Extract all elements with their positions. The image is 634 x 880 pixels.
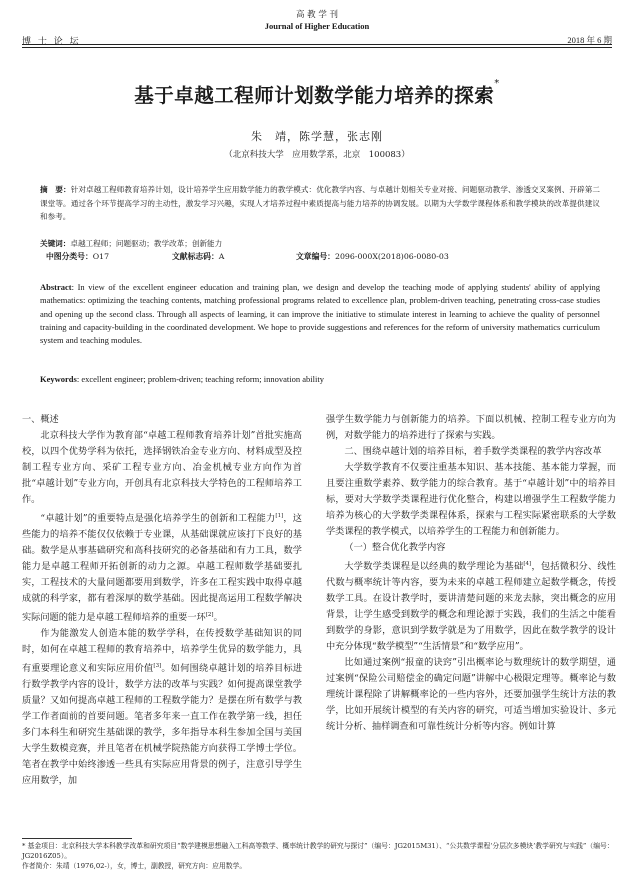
section-label: 博 士 论 坛	[22, 37, 81, 47]
journal-name-cn: 高 教 学 刊	[295, 10, 339, 20]
paragraph	[326, 556, 616, 655]
abstract-cn-text: 针对卓越工程师教育培养计划，设计培养学生应用数学能力的教学模式：优化教学内容、与卓越计划相关专业对接、问题驱动教学、渗透交叉案例、开辟第二课堂等。通过各个环节提高学习的主动性，激发学习兴趣，实现人才培养过程中素质提高与能力培养的协调发展。以期为大学数学课程体系和教学模块的改革提供建议和参考。	[40, 185, 601, 221]
subsection-heading-1: （一）整合优化教学内容	[344, 542, 446, 553]
paper-title-text: 基于卓越工程师计划数学能力培养的探索	[134, 84, 495, 107]
paragraph-text: 大学数学类课程是以经典的数学理论为基础	[344, 561, 524, 573]
doc-label: 文献标志码：	[172, 252, 219, 261]
paragraph-text: ，这些能力的培养不能仅仅依赖于专业课，从基础课就应该打下良好的基础。数学是从事基础研究和高科技研究的必备基础和有力工具，数学能力是卓越工程师开拓创新的动力之源。卓越工程师数学基础要扎实，工程技术的大量问题都要用到数学，许多在工程实践中取得卓越成就的科学家，都有着深厚的数学基础。因此提高运用工程数学解决实际问题的能力是卓越工程师培养的重要一环	[22, 513, 302, 624]
keywords-en-label: Keywords	[40, 374, 77, 384]
abstract-en-label: Abstract	[40, 282, 72, 292]
paragraph: 北京科技大学作为教育部“卓越工程师教育培养计划”首批实施高校，以四个优势学科为依托，选择钢铁冶金专业方向、材料成型及控制工程专业方向、采矿工程专业方向、冶金机械专业方向作为首批“卓越计划”专业方向，开创具有北京科技大学特色的工程师培养工作。	[22, 430, 302, 505]
journal-name-en: Journal of Higher Education	[264, 21, 370, 31]
paragraph-text: 。如何围绕卓越计划的培养目标进行数学教学内容的设计，数学方法的改革与实践？如何提高课堂教学质量？又如何提高卓越工程师的工程数学能力？是摆在所有数学与教学工作者面前的首要问题。笔者多年来一直工作在教学第一线，担任多门本科生和研究生基础课的教学，多年指导本科生参加全国与美国大学生数模竞赛，并且笔者在机械学院热能方向获得工学博士学位。笔者在教学中始终渗透一些具有实际应用背景的例子，注意引导学生应用数学，加	[22, 663, 303, 787]
journal-masthead	[22, 10, 612, 32]
author-list: 朱 靖，陈学慧，张志刚	[251, 130, 383, 143]
running-header	[22, 10, 612, 46]
abstract-cn-label: 摘 要：	[40, 185, 71, 194]
abstract-en	[40, 281, 600, 347]
document-code	[172, 251, 224, 262]
article-label: 文章编号：	[296, 252, 335, 261]
paragraph	[22, 626, 302, 789]
keywords-cn-label: 关键词：	[40, 239, 71, 248]
clc-label: 中图分类号：	[46, 252, 93, 261]
author-bio: 作者简介：朱靖（1976,02-），女，博士，副教授，研究方向：应用数学。	[22, 862, 247, 870]
affiliation: （北京科技大学 应用数学系，北京 100083）	[224, 150, 410, 160]
paragraph	[22, 508, 302, 626]
clc-number	[46, 251, 109, 262]
clc-value: O17	[92, 252, 110, 261]
body-column-right	[326, 412, 616, 735]
doc-value: A	[218, 252, 225, 261]
paragraph: 比如通过案例“报童的诀窍”引出概率论与数理统计的数学期望，通过案例“保险公司赔偿金的确定问题”讲解中心极限定理等。概率论与数理统计课程除了讲解概率论的一些内容外，还要加强学生统计方法的教学，比如开展统计模型的有关内容的研究，可适当增加实验设计、多元统计分析、抽样调查和可靠性统计分析等内容。例如计算	[326, 657, 616, 733]
citation: [4]	[523, 561, 532, 567]
paragraph-text: 。	[213, 612, 223, 624]
keywords-en	[40, 374, 600, 384]
title-footnote-mark: *	[494, 78, 500, 89]
keywords-cn	[40, 237, 600, 250]
keywords-en-text: : excellent engineer; problem-driven; teaching reform; innovation ability	[76, 374, 324, 384]
paper-title	[0, 80, 634, 108]
header-rule	[22, 44, 612, 45]
abstract-cn	[40, 183, 600, 224]
citation: [3]	[153, 663, 162, 670]
footnote-rule	[22, 838, 132, 839]
abstract-en-text: : In view of the excellent engineer education and training plan, we design and develop the teaching mode of applying students' ability of applying mathematics: optimizing the teaching contents, matching professional programs related to excellence plan, problem-driven teaching, penetrating cross-case studies and opening up the second class. Through all aspects of learning, it can improve the initiative to stimulate interest in learning to achieve the quality of personnel training and capacity-building in the coordinated development. We hope to provide suggestions and references for the reform of university mathematics curriculum system and teaching modules.	[40, 282, 600, 346]
paragraph: 大学数学教育不仅要注重基本知识、基本技能、基本能力掌握，而且要注重数学素养、数学能力的综合教育。基于“卓越计划”中的培养目标，要对大学数学类课程进行优化整合，构建以增强学生工程数学能力培养为核心的大学数学类课程体系，探索与工程实际紧密联系的大学数学类课程的教学模式，以培养学生的工程能力和创新能力。	[326, 462, 616, 537]
article-value: 2096-000X(2018)06-0080-03	[334, 252, 449, 261]
paragraph: 强学生数学能力与创新能力的培养。下面以机械、控制工程专业方向为例，对数学能力的培养进行了探索与实践。	[326, 414, 616, 441]
paragraph-text: “卓越计划”的重要特点是强化培养学生的创新和工程能力	[40, 513, 276, 525]
issue-label: 2018 年 6 期	[567, 35, 612, 45]
citation: [2]	[205, 612, 214, 619]
citation: [1]	[275, 513, 284, 519]
body-column-left	[22, 412, 302, 789]
keywords-cn-text: 卓越工程师；问题驱动；教学改革；创新能力	[70, 239, 223, 248]
paragraph-text: 作为能激发人创造本能的数学学科，在传授数学基础知识的同时，如何在卓越工程师的教育培养中，培养学生优异的数学能力，具有重要理论意义和实际应用价值	[22, 628, 302, 675]
paragraph-text: ，包括微积分、线性代数与概率统计等内容，要为未来的卓越工程师建立起数学概念，传授数学工具。在设计教学时，要讲清楚问题的来龙去脉，突出概念的应用背景，让学生感受到数学的概念和理论源于实践，我们的生活之中能看到数学的身影，意识到学数学就是为了用数学，因此在数学教学的设计中充分体现“数学模型”“生活情景”和“数学应用”。	[326, 561, 616, 653]
footnote	[22, 841, 614, 871]
header-rule-thin	[22, 47, 612, 48]
funding-note: * 基金项目：北京科技大学本科教学改革和研究项目“数学建模思想融入工科高等数学、概率统计教学的研究与探讨”（编号：JG2015M31）、“公共数学课程‘分层次多模块’教学研究与实践”（编号：JG2016Z05）。	[22, 842, 614, 860]
section-heading-2: 二、围绕卓越计划的培养目标，着手数学类课程的教学内容改革	[344, 446, 602, 457]
article-number	[296, 251, 449, 262]
section-heading-1: 一、概述	[22, 414, 59, 425]
